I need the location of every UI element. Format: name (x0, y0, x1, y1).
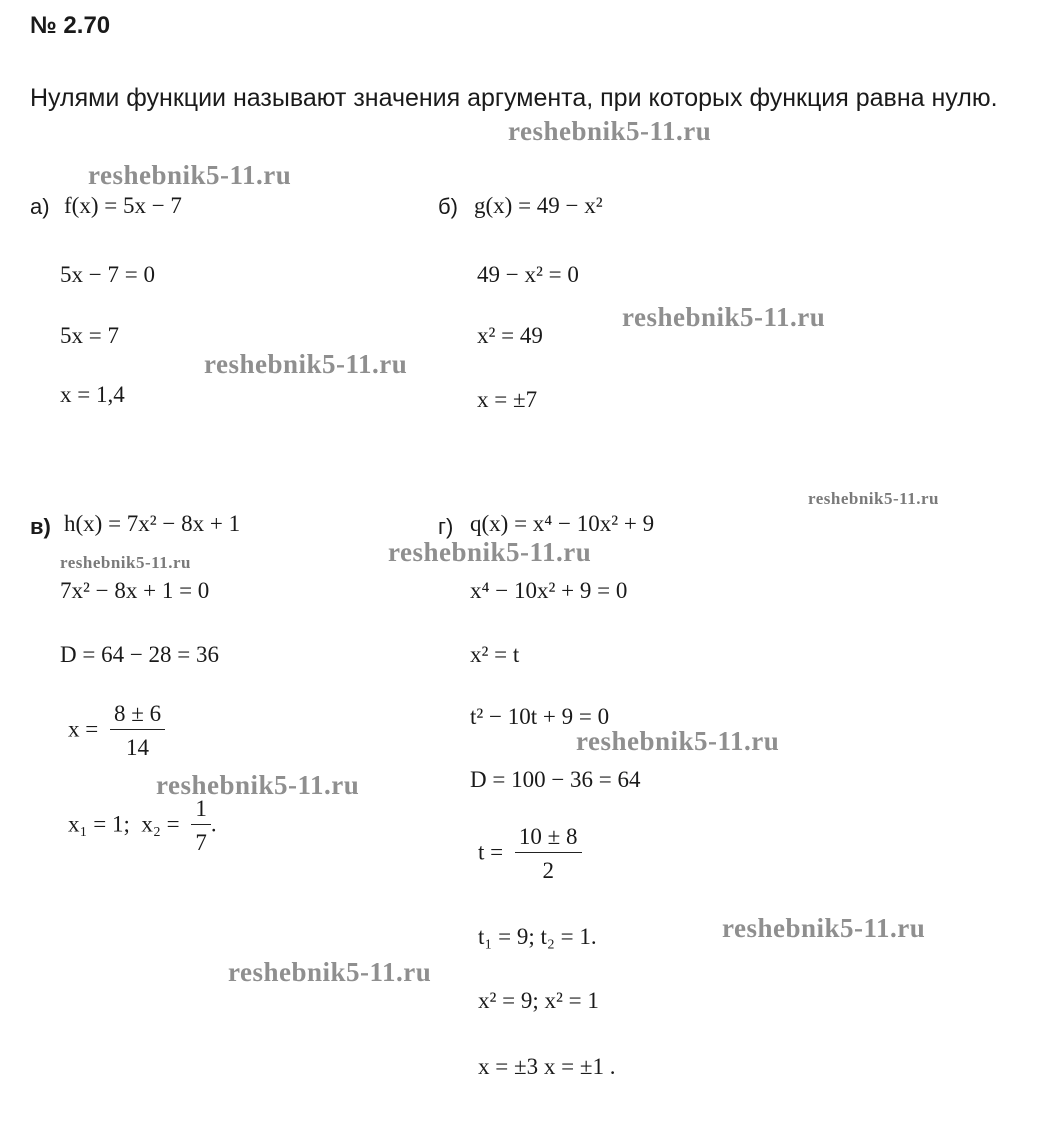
part-v-function: h(x) = 7x² − 8x + 1 (64, 511, 241, 536)
part-v-line1: 7x² − 8x + 1 = 0 (60, 578, 210, 603)
watermark: reshebnik5-11.ru (228, 957, 432, 987)
part-v-root1: x₁ = 1; (68, 811, 130, 837)
part-g-fraction-denominator: 2 (542, 858, 554, 883)
part-g-line1: x⁴ − 10x² + 9 = 0 (470, 578, 628, 603)
watermark: reshebnik5-11.ru (88, 160, 292, 190)
part-b-line3: x = ±7 (477, 387, 538, 412)
part-g-line7: x = ±3 x = ±1 . (478, 1054, 616, 1079)
part-v-label: в) (30, 514, 51, 539)
part-v-line2: D = 64 − 28 = 36 (60, 642, 220, 667)
part-a-function: f(x) = 5x − 7 (64, 193, 182, 218)
watermark: reshebnik5-11.ru (204, 349, 408, 379)
part-v-fraction-numerator: 8 ± 6 (110, 702, 165, 730)
watermark: reshebnik5-11.ru (508, 116, 712, 146)
part-a-line2: 5x = 7 (60, 323, 119, 348)
problem-title: № 2.70 (30, 12, 111, 39)
part-g-line4: D = 100 − 36 = 64 (470, 767, 641, 792)
part-g-line5: t₁ = 9; t₂ = 1. (478, 924, 597, 949)
part-v-fraction-denominator: 14 (126, 735, 150, 760)
part-g-line3: t² − 10t + 9 = 0 (470, 704, 610, 729)
watermark: reshebnik5-11.ru (576, 726, 780, 756)
part-g-fraction-numerator: 10 ± 8 (515, 825, 582, 853)
watermark: reshebnik5-11.ru (388, 537, 592, 567)
part-g-line6: x² = 9; x² = 1 (478, 988, 599, 1013)
intro-text: Нулями функции называют значения аргумента, при которых функция равна нулю. (30, 84, 998, 112)
part-b-label: б) (438, 194, 458, 219)
watermark: reshebnik5-11.ru (808, 489, 939, 508)
part-b-line2: x² = 49 (477, 323, 543, 348)
part-a-line1: 5x − 7 = 0 (60, 262, 155, 287)
part-v-fraction-lhs: x = (68, 716, 99, 742)
part-b-function: g(x) = 49 − x² (474, 193, 603, 218)
watermark: reshebnik5-11.ru (156, 770, 360, 800)
part-b-line1: 49 − x² = 0 (477, 262, 579, 287)
part-v-root2-lhs: x₂ = (141, 811, 180, 837)
part-a-line3: x = 1,4 (60, 382, 125, 407)
part-g-label: г) (438, 514, 454, 539)
part-g-line2: x² = t (470, 642, 520, 667)
part-v-fraction (68, 702, 165, 760)
part-v-roots: x₁ = 1; x₂ = $\frac{1}{7}$ . (68, 796, 217, 855)
part-v-root2-denominator: 7 (195, 830, 207, 855)
part-a-label: а) (30, 194, 50, 219)
part-g-fraction (478, 825, 582, 883)
watermark: reshebnik5-11.ru (722, 913, 926, 943)
part-g-function: q(x) = x⁴ − 10x² + 9 (470, 511, 655, 536)
watermark: reshebnik5-11.ru (622, 302, 826, 332)
watermark: reshebnik5-11.ru (60, 553, 191, 572)
part-g-fraction-lhs: t = (478, 839, 504, 865)
part-v-root2-numerator: 1 (191, 797, 211, 825)
